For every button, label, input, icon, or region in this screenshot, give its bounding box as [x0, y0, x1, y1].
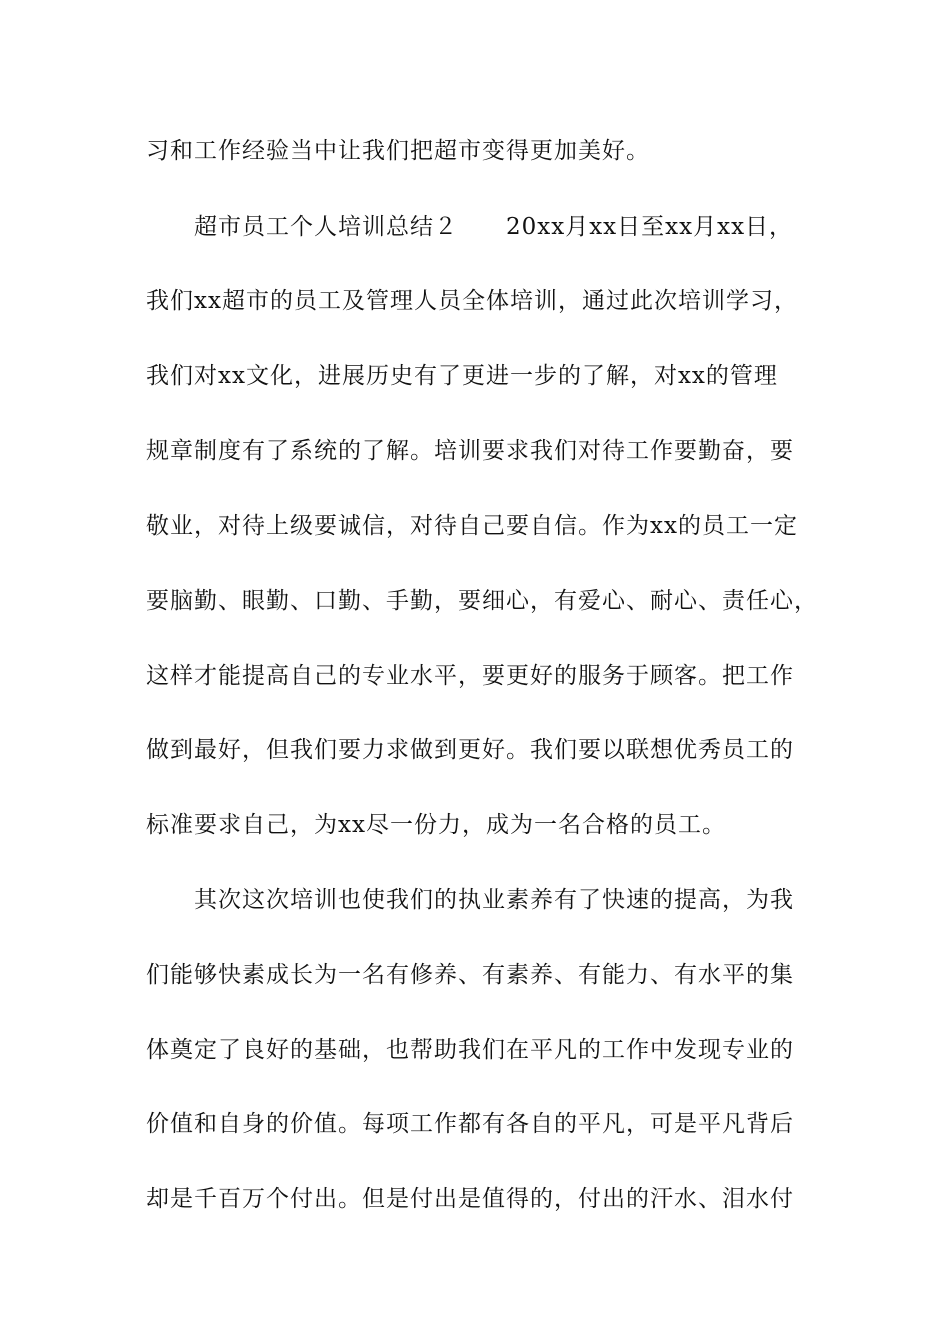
text-line: 价值和自身的价值。每项工作都有各自的平凡，可是平凡背后: [146, 1111, 794, 1137]
text-line: 我们xx超市的员工及管理人员全体培训，通过此次培训学习，: [146, 288, 798, 314]
text-line: 们能够快素成长为一名有修养、有素养、有能力、有水平的集: [146, 962, 794, 988]
section-heading-line: 超市员工个人培训总结２ 20xx月xx日至xx月xx日，: [194, 214, 794, 240]
text-line: 做到最好，但我们要力求做到更好。我们要以联想优秀员工的: [146, 737, 794, 763]
text-line: 习和工作经验当中让我们把超市变得更加美好。: [146, 138, 650, 164]
text-line: 这样才能提高自己的专业水平，要更好的服务于顾客。把工作: [146, 663, 794, 689]
text-line: 规章制度有了系统的了解。培训要求我们对待工作要勤奋，要: [146, 438, 794, 464]
text-line: 体奠定了良好的基础，也帮助我们在平凡的工作中发现专业的: [146, 1037, 794, 1063]
text-line: 要脑勤、眼勤、口勤、手勤，要细心，有爱心、耐心、责任心，: [146, 588, 818, 614]
text-line: 敬业，对待上级要诚信，对待自己要自信。作为xx的员工一定: [146, 513, 798, 539]
text-line: 却是千百万个付出。但是付出是值得的，付出的汗水、泪水付: [146, 1186, 794, 1212]
text-line: 我们对xx文化，进展历史有了更进一步的了解，对xx的管理: [146, 363, 778, 389]
text-line: 标准要求自己，为xx尽一份力，成为一名合格的员工。: [146, 812, 726, 838]
paragraph-first-line: 其次这次培训也使我们的执业素养有了快速的提高，为我: [194, 887, 794, 913]
